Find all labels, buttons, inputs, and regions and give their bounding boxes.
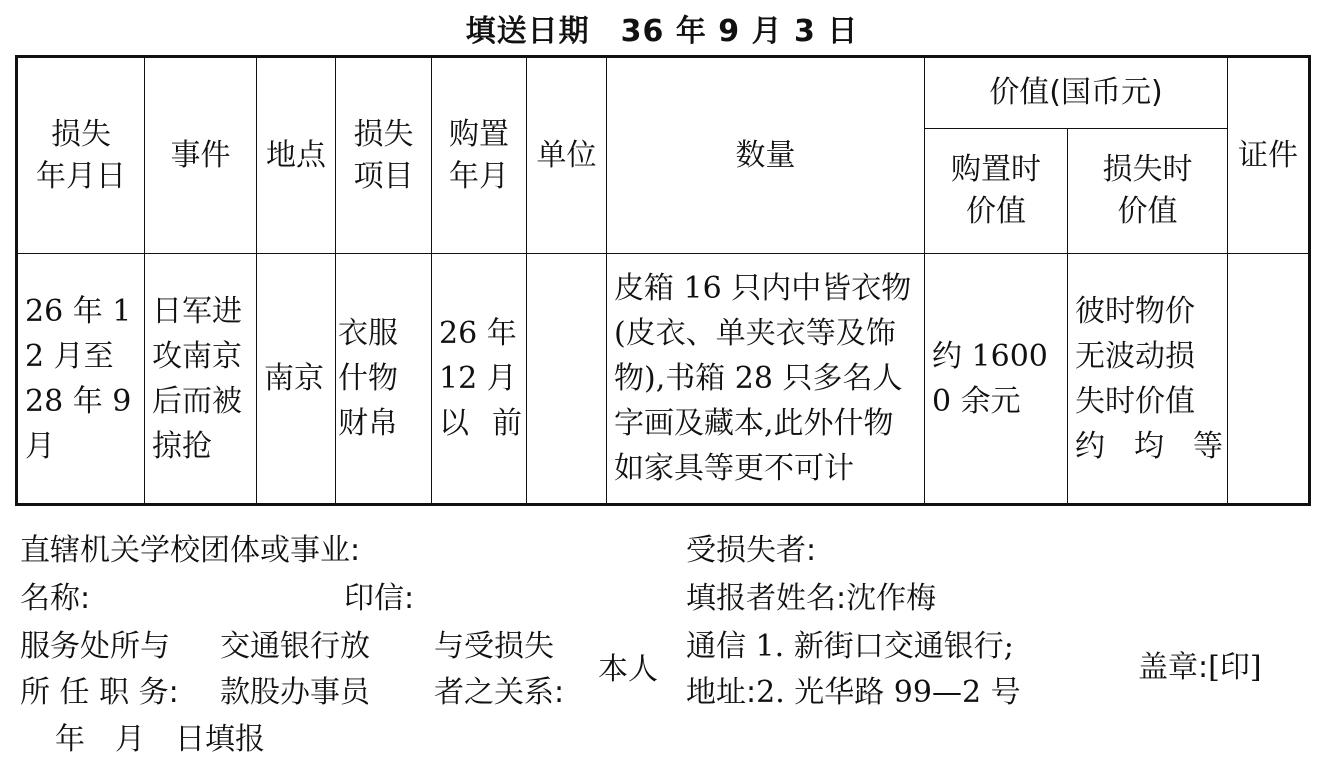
cell-quantity: 皮箱 16 只内中皆衣物(皮衣、单夹衣等及饰物),书箱 28 只多名人字画及藏本,此外什物如家具等更不可计: [607, 254, 925, 505]
header-value-at-purchase: 购置时 价值: [925, 129, 1068, 254]
header-value-at-loss: 损失时 价值: [1068, 129, 1228, 254]
org-label: 直辖机关学校团体或事业:: [20, 533, 361, 568]
office-value-1: 交通银行放: [220, 629, 370, 664]
header-unit: 单位: [527, 57, 607, 254]
header-evidence: 证件: [1228, 57, 1310, 254]
cell-value-at-purchase: 约 16000 余元: [925, 254, 1068, 505]
header-purchase-date: 购置 年月: [432, 57, 527, 254]
victim-label: 受损失者:: [686, 533, 817, 568]
date-line: 年 月 日填报: [55, 722, 265, 757]
cell-place: 南京: [257, 254, 336, 505]
report-date: 填送日期 36 年 9 月 3 日: [465, 14, 859, 49]
reporter-name: 沈作梅: [846, 581, 937, 616]
reporter-label: 填报者姓名:沈作梅: [686, 581, 937, 616]
header-value-group: 价值(国币元): [925, 57, 1228, 129]
cell-purchase-date: 26 年 12 月以前: [432, 254, 527, 505]
header-place: 地点: [257, 57, 336, 254]
cell-value-at-loss: 彼时物价无波动损失时价值约均等: [1068, 254, 1228, 505]
cell-unit: [527, 254, 607, 505]
stamp-value: [印]: [1208, 650, 1262, 685]
address-value-2: 2. 光华路 99—2 号: [756, 675, 1021, 710]
header-item: 损失 项目: [336, 57, 432, 254]
relation-value: 本人: [598, 652, 658, 687]
relation-label-2: 者之关系:: [434, 675, 565, 710]
loss-report-table: [15, 55, 1311, 506]
office-label-2: 所 任 职 务:: [20, 675, 179, 710]
header-loss-date: 损失 年月日: [17, 57, 145, 254]
office-value-2: 款股办事员: [220, 675, 370, 710]
table-row: [17, 254, 1310, 505]
cell-item: 衣服什物财帛: [336, 254, 432, 505]
header-quantity: 数量: [607, 57, 925, 254]
cell-event: 日军进攻南京后而被掠抢: [145, 254, 257, 505]
address-line-2: 地址:2. 光华路 99—2 号: [686, 675, 1021, 710]
cell-loss-date: 26 年 12 月至 28 年 9 月: [17, 254, 145, 505]
stamp: 盖章:[印]: [1138, 650, 1262, 685]
cell-evidence: [1228, 254, 1310, 505]
seal-label: 印信:: [344, 581, 415, 616]
address-value-1: 1. 新街口交通银行;: [755, 629, 1014, 664]
relation-label-1: 与受损失: [434, 629, 554, 664]
name-label: 名称:: [20, 581, 91, 616]
address-line-1: 通信 1. 新街口交通银行;: [686, 629, 1014, 664]
header-event: 事件: [145, 57, 257, 254]
office-label-1: 服务处所与: [20, 629, 170, 664]
